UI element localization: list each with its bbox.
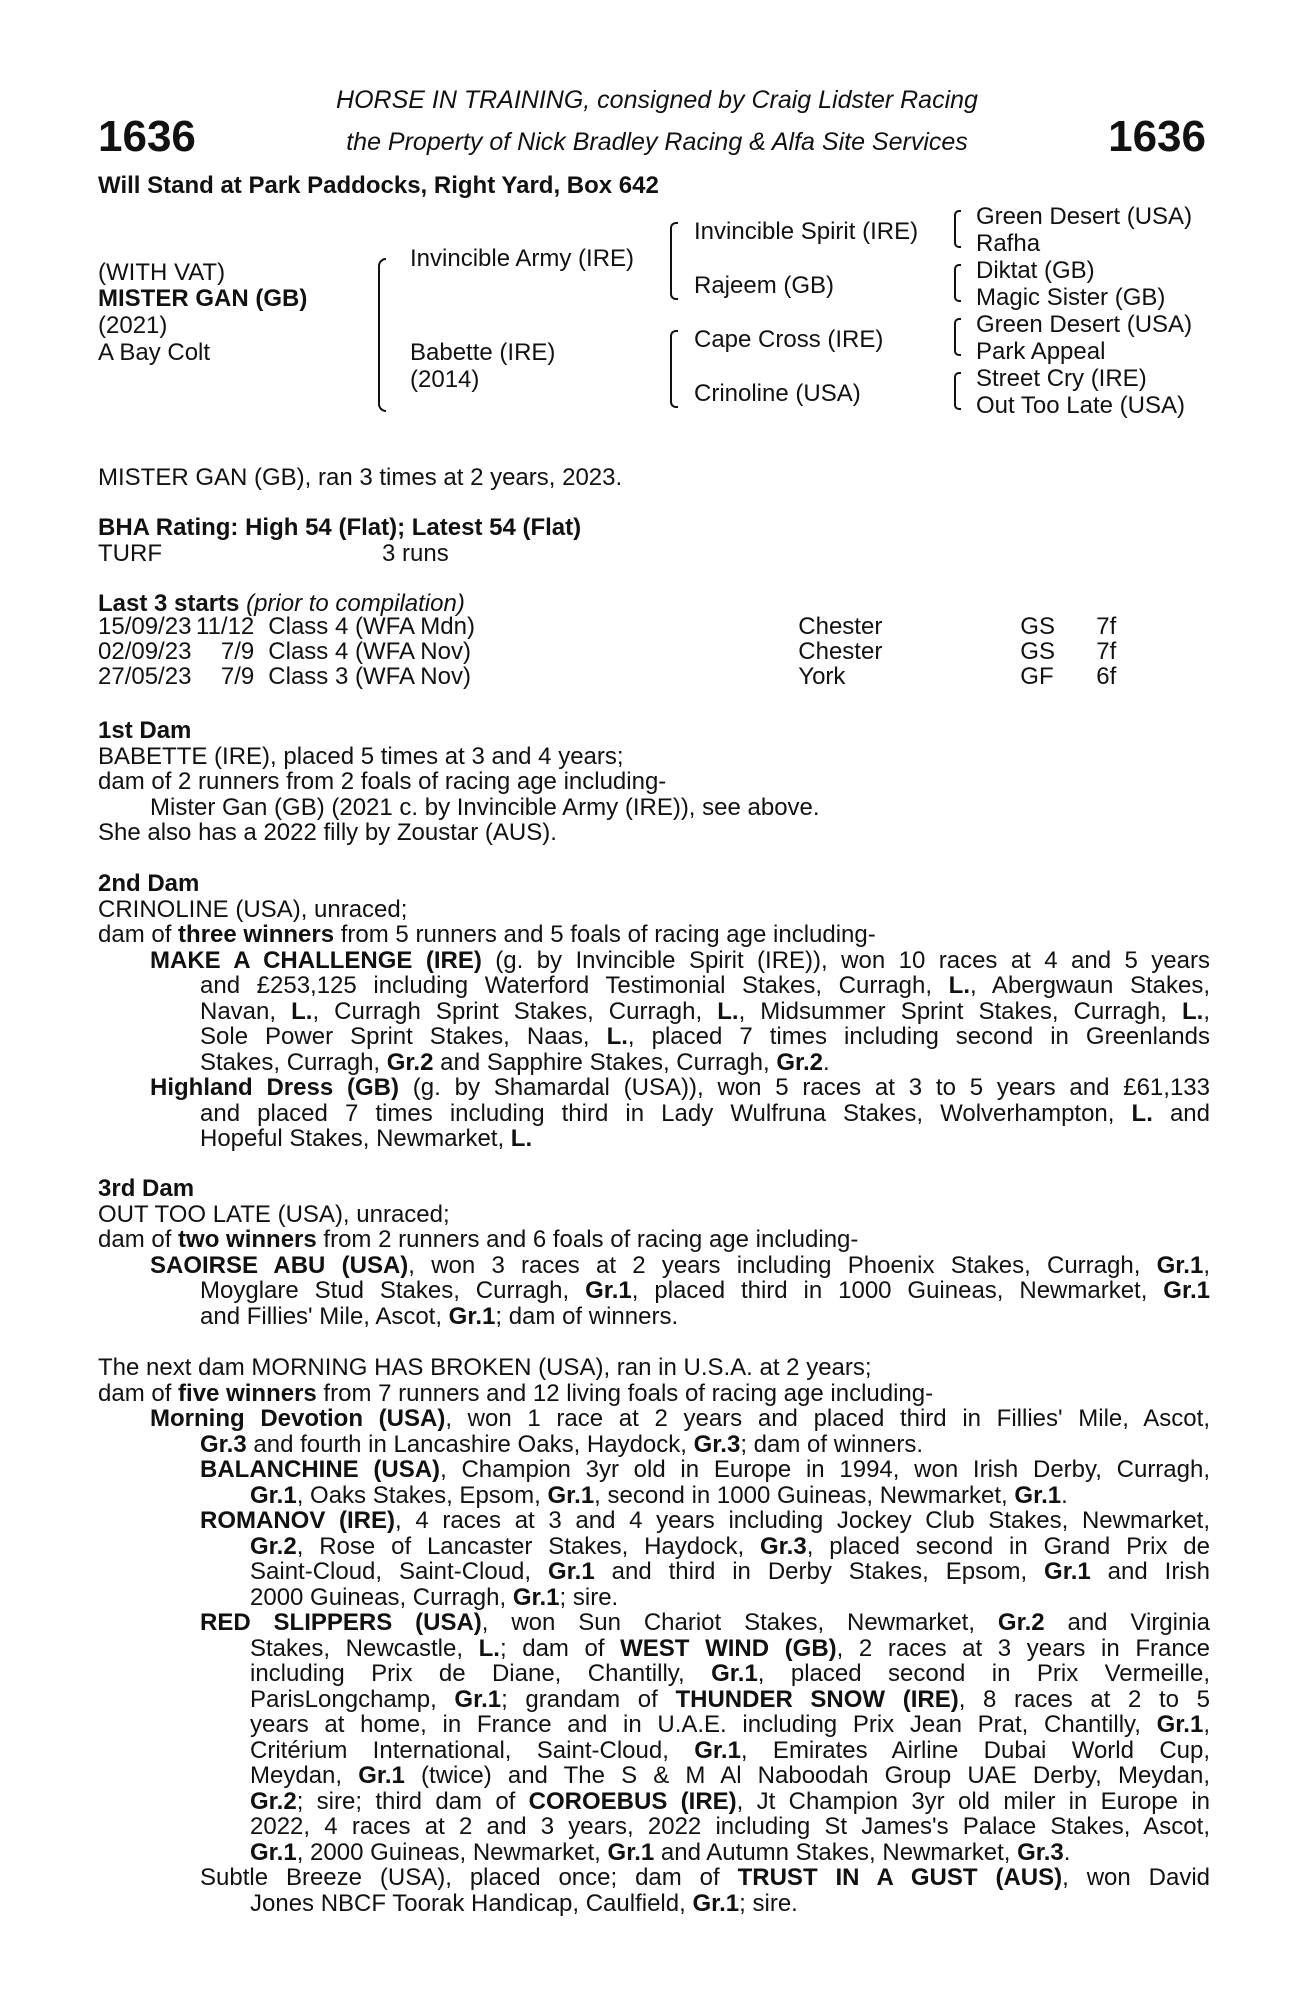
pedigree-sire-dam: Rajeem (GB) <box>694 272 835 299</box>
table-row <box>98 614 1116 639</box>
pedigree-g2: Rafha <box>976 230 1041 257</box>
progeny-entry: SAOIRSE ABU (USA), won 3 races at 2 years including Phoenix Stakes, Curragh, Gr.1, <box>150 1251 1210 1279</box>
start-position: 7/9 <box>220 638 255 665</box>
rating-runs: 3 runs <box>382 540 449 567</box>
header-consignor: HORSE IN TRAINING, consigned by Craig Lidster Racing <box>336 86 978 114</box>
next-dam-section: The next dam MORNING HAS BROKEN (USA), ran in U.S.A. at 2 years; dam of five winners from 7 runners and 12 living foals of racing age including- Morning Devotion (USA), won 1 race at 2 years and placed third in Fillies' Mile, Ascot, Gr.3 and fourth in Lancashire Oaks, Haydock, Gr.3; dam of winners. BALANCHINE (USA), Champion 3yr old in Europe in 1994, won Irish Derby, Curragh, Gr.1, Oaks Stakes, Epsom, Gr.1, second in 1000 Guineas, Newmarket, Gr.1. ROMANOV (IRE), 4 races at 3 and 4 years including Jockey Club Stakes, Newmarket, Gr.2, Rose of Lancaster Stakes, Haydock, Gr.3, placed second in Grand Prix de Saint-Cloud, Saint-Cloud, Gr.1 and third in Derby Stakes, Epsom, Gr.1 and Irish 2000 Guineas, Curragh, Gr.1; sire. RED SLIPPERS (USA), won Sun Chariot Stakes, Newmarket, Gr.2 and Virginia Stakes, Newcastle, L.; dam of WEST WIND (GB), 2 races at 3 years in France including Prix de Diane, Chantilly, Gr.1, placed second in Prix Vermeille, ParisLongchamp, Gr.1; grandam of THUNDER SNOW (IRE), 8 races at 2 to 5 years at home, in France and in U.A.E. including Prix Jean Prat, Chantilly, Gr.1, Critérium International, Saint-Cloud, Gr.1, Emirates Airline Dubai World Cup, Meydan, Gr.1 (twice) and The S & M Al Naboodah Group UAE Derby, Meydan, Gr.2; sire; third dam of COROEBUS (IRE), Jt Champion 3yr old miler in Europe in 2022, 4 races at 2 and 3 years, 2022 including St James's Palace Stakes, Ascot, Gr.1, 2000 Guineas, Newmarket, Gr.1 and Autumn Stakes, Newmarket, Gr.3. Subtle Breeze (USA), placed once; dam of TRUST IN A GUST (AUS), won David Jones NBCF Toorak Handicap, Caulfield, Gr.1; sire. <box>98 1354 1211 1917</box>
pedigree-g3: Diktat (GB) <box>976 257 1095 284</box>
start-race: Class 3 (WFA Nov) <box>268 663 471 690</box>
horse-description: A Bay Colt <box>98 339 211 366</box>
first-dam-progeny: Mister Gan (GB) (2021 c. by Invincible Army (IRE)), see above. <box>150 793 820 821</box>
progeny-name: RED SLIPPERS (USA) <box>200 1609 482 1636</box>
second-dam-line: CRINOLINE (USA), unraced; <box>98 895 408 923</box>
horse-year: (2021) <box>98 312 168 339</box>
race-summary: MISTER GAN (GB), ran 3 times at 2 years, 2023. <box>98 464 623 491</box>
pedigree-g1: Green Desert (USA) <box>976 203 1193 230</box>
pedigree-brace-main <box>378 258 386 412</box>
progeny-entry: Morning Devotion (USA), won 1 race at 2 years and placed third in Fillies' Mile, Ascot, <box>150 1405 1210 1432</box>
progeny-entry: MAKE A CHALLENGE (IRE) (g. by Invincible Spirit (IRE)), won 10 races at 4 and 5 years <box>150 946 1210 974</box>
pedigree-dam-year: (2014) <box>410 366 480 393</box>
lot-number-left: 1636 <box>98 112 196 161</box>
next-dam-line: dam of five winners from 7 runners and 12 living foals of racing age including- <box>98 1379 934 1407</box>
start-race: Class 4 (WFA Nov) <box>268 638 471 665</box>
lot-number-right: 1636 <box>1108 112 1206 161</box>
start-going: GF <box>1020 663 1054 690</box>
progeny-name: Highland Dress (GB) <box>150 1074 399 1101</box>
first-dam-heading: 1st Dam <box>98 717 192 744</box>
pedigree-g4: Magic Sister (GB) <box>976 284 1166 311</box>
pedigree-g8: Out Too Late (USA) <box>976 392 1185 419</box>
pedigree-sire: Invincible Army (IRE) <box>410 245 635 272</box>
header-property: the Property of Nick Bradley Racing & Alfa Site Services <box>346 128 968 156</box>
start-date: 15/09/23 <box>98 613 192 640</box>
progeny-entry: Subtle Breeze (USA), placed once; dam of TRUST IN A GUST (AUS), won David <box>200 1864 1211 1891</box>
start-going: GS <box>1020 613 1055 640</box>
progeny-name: ROMANOV (IRE) <box>200 1507 395 1534</box>
start-going: GS <box>1020 638 1055 665</box>
pedigree-brace-g4 <box>954 372 961 410</box>
second-dam-line: dam of three winners from 5 runners and 5 foals of racing age including- <box>98 921 876 948</box>
pedigree-g5: Green Desert (USA) <box>976 311 1193 338</box>
start-course: Chester <box>798 638 883 665</box>
table-row <box>98 664 1116 689</box>
pedigree-brace-sire <box>670 222 678 300</box>
pedigree-dam-dam: Crinoline (USA) <box>694 380 861 407</box>
first-dam-line: BABETTE (IRE), placed 5 times at 3 and 4 years; <box>98 742 624 770</box>
start-race: Class 4 (WFA Mdn) <box>268 613 475 640</box>
table-row <box>98 639 1116 664</box>
last-starts-note: (prior to compilation) <box>246 590 465 617</box>
start-date: 02/09/23 <box>98 638 192 665</box>
third-dam-line: dam of two winners from 2 runners and 6 foals of racing age including- <box>98 1226 859 1253</box>
progeny-name: BALANCHINE (USA) <box>200 1456 441 1483</box>
third-dam-section: 3rd Dam OUT TOO LATE (USA), unraced; dam of two winners from 2 runners and 6 foals of racing age including- SAOIRSE ABU (USA), won 3 races at 2 years including Phoenix Stakes, Curragh, Gr.1, Moyglare Stud Stakes, Curragh, Gr.1, placed third in 1000 Guineas, Newmarket, Gr.1 and Fillies' Mile, Ascot, Gr.1; dam of winners. <box>98 1175 1210 1330</box>
start-date: 27/05/23 <box>98 663 192 690</box>
third-dam-line: OUT TOO LATE (USA), unraced; <box>98 1200 450 1228</box>
pedigree-dam-sire: Cape Cross (IRE) <box>694 326 884 353</box>
rating-surface: TURF <box>98 540 162 567</box>
progeny-entry: Highland Dress (GB) (g. by Shamardal (USA)), won 5 races at 3 to 5 years and £61,133 <box>150 1074 1210 1101</box>
second-dam-section: 2nd Dam CRINOLINE (USA), unraced; dam of three winners from 5 runners and 5 foals of racing age including- MAKE A CHALLENGE (IRE) (g. by Invincible Spirit (IRE)), won 10 races at 4 and 5 years and £253,125 including Waterford Testimonial Stakes, Curragh, L., Abergwaun Stakes, Navan, L., Curragh Sprint Stakes, Curragh, L., Midsummer Sprint Stakes, Curragh, L., Sole Power Sprint Stakes, Naas, L., placed 7 times including second in Greenlands Stakes, Curragh, Gr.2 and Sapphire Stakes, Curragh, Gr.2. Highland Dress (GB) (g. by Shamardal (USA)), won 5 races at 3 to 5 years and £61,133 and placed 7 times including third in Lady Wulfruna Stakes, Wolverhampton, L. and Hopeful Stakes, Newmarket, L. <box>98 870 1211 1152</box>
next-dam-line: The next dam MORNING HAS BROKEN (USA), ran in U.S.A. at 2 years; <box>98 1354 872 1381</box>
progeny-entry: RED SLIPPERS (USA), won Sun Chariot Stakes, Newmarket, Gr.2 and Virginia <box>200 1609 1211 1636</box>
pedigree-dam: Babette (IRE) <box>410 339 556 366</box>
bha-rating: BHA Rating: High 54 (Flat); Latest 54 (Flat) <box>98 514 582 541</box>
start-position: 11/12 <box>196 613 255 640</box>
pedigree-brace-g1 <box>954 210 961 248</box>
pedigree-brace-g2 <box>954 264 961 302</box>
stand-location: Will Stand at Park Paddocks, Right Yard, Box 642 <box>98 172 659 199</box>
pedigree-g6: Park Appeal <box>976 338 1106 365</box>
vat-label: (WITH VAT) <box>98 259 226 286</box>
pedigree-g7: Street Cry (IRE) <box>976 365 1147 392</box>
start-distance: 7f <box>1096 613 1117 640</box>
horse-name: MISTER GAN (GB) <box>98 285 308 312</box>
first-dam-line: dam of 2 runners from 2 foals of racing age including- <box>98 768 667 795</box>
pedigree-sire-sire: Invincible Spirit (IRE) <box>694 218 919 245</box>
first-dam-section <box>98 718 1210 846</box>
pedigree-brace-dam <box>670 330 678 408</box>
third-dam-heading: 3rd Dam <box>98 1175 195 1202</box>
second-dam-heading: 2nd Dam <box>98 870 200 897</box>
progeny-name: MAKE A CHALLENGE (IRE) <box>150 946 482 974</box>
first-dam-line: She also has a 2022 filly by Zoustar (AUS). <box>98 819 557 846</box>
start-distance: 7f <box>1096 638 1117 665</box>
progeny-entry: BALANCHINE (USA), Champion 3yr old in Europe in 1994, won Irish Derby, Curragh, <box>200 1456 1211 1483</box>
start-course: Chester <box>798 613 883 640</box>
progeny-name: SAOIRSE ABU (USA) <box>150 1251 409 1279</box>
start-course: York <box>798 663 846 690</box>
start-distance: 6f <box>1096 663 1117 690</box>
last-starts-title: Last 3 starts <box>98 590 240 617</box>
start-position: 7/9 <box>220 663 255 690</box>
progeny-entry: ROMANOV (IRE), 4 races at 3 and 4 years including Jockey Club Stakes, Newmarket, <box>200 1507 1211 1534</box>
progeny-name: Morning Devotion (USA) <box>150 1405 446 1432</box>
pedigree-brace-g3 <box>954 318 961 356</box>
last-starts-table <box>98 614 1116 689</box>
